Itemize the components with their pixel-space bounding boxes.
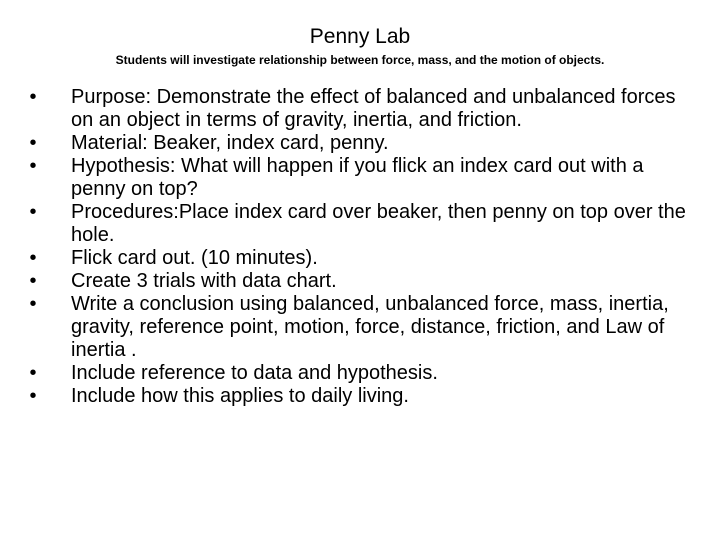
bullet-icon: • xyxy=(29,132,37,154)
bullet-text-flick-card: Flick card out. (10 minutes). xyxy=(71,247,318,269)
bullet-item-purpose xyxy=(27,86,697,132)
bullet-list xyxy=(27,86,697,408)
bullet-icon: • xyxy=(29,385,37,407)
bullet-text-trials: Create 3 trials with data chart. xyxy=(71,270,337,292)
bullet-item-material xyxy=(27,132,697,155)
bullet-item-daily-living xyxy=(27,385,697,408)
bullet-icon: • xyxy=(29,362,37,384)
bullet-icon: • xyxy=(29,247,37,269)
bullet-item-hypothesis xyxy=(27,155,697,201)
bullet-text-daily-living: Include how this applies to daily living. xyxy=(71,385,409,407)
bullet-item-flick-card xyxy=(27,247,697,270)
bullet-icon: • xyxy=(29,201,37,223)
bullet-icon: • xyxy=(29,86,37,108)
slide-subtitle: Students will investigate relationship between force, mass, and the motion of objects. xyxy=(115,53,605,67)
slide-title: Penny Lab xyxy=(309,25,411,48)
bullet-item-trials xyxy=(27,270,697,293)
bullet-item-conclusion xyxy=(27,293,697,362)
bullet-text-purpose: Purpose: Demonstrate the effect of balanced and unbalanced forces on an object in terms of gravity, inertia, and friction. xyxy=(71,86,676,131)
bullet-icon: • xyxy=(29,293,37,315)
bullet-text-reference: Include reference to data and hypothesis. xyxy=(71,362,438,384)
bullet-text-procedures: Procedures:Place index card over beaker, then penny on top over the hole. xyxy=(71,201,686,246)
bullet-item-reference xyxy=(27,362,697,385)
bullet-icon: • xyxy=(29,155,37,177)
bullet-icon: • xyxy=(29,270,37,292)
bullet-item-procedures xyxy=(27,201,697,247)
bullet-text-conclusion: Write a conclusion using balanced, unbalanced force, mass, inertia, gravity, reference point, motion, force, distance, friction, and Law of inertia . xyxy=(71,293,669,361)
bullet-text-hypothesis: Hypothesis: What will happen if you flick an index card out with a penny on top? xyxy=(71,155,644,200)
bullet-text-material: Material: Beaker, index card, penny. xyxy=(71,132,389,154)
